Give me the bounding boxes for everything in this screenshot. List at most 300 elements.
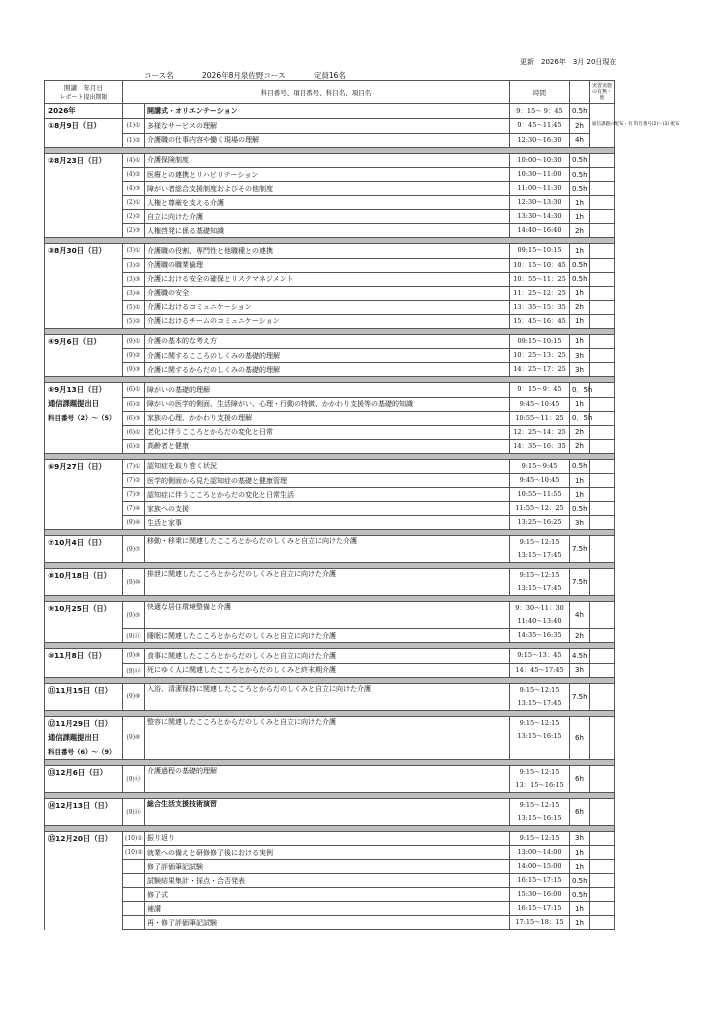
row-hours: 0.5h: [570, 272, 590, 286]
row-extra: [590, 224, 615, 238]
row-subject-name: 医療との連携とリハビリテーション: [145, 168, 510, 182]
row-subject-number: (9)①: [123, 334, 145, 349]
row-subject-number: [123, 104, 145, 119]
row-subject-name: 試験結果集計・採点・合否発表: [145, 874, 510, 888]
row-time-text: 09:15〜10:15: [517, 336, 562, 345]
row-subject-number: (6)①: [123, 383, 145, 398]
row-extra: [590, 300, 615, 314]
row-subject-name: 介護職の役割、専門性と他職種との連携: [145, 244, 510, 259]
row-date: [45, 516, 123, 530]
row-date: [45, 300, 123, 314]
row-date: [45, 874, 123, 888]
schedule-row: [45, 888, 615, 902]
row-subject-number: (7)②: [123, 474, 145, 488]
row-time-text: 9:15〜12:15: [519, 800, 560, 809]
row-time: [510, 439, 570, 453]
row-time: [510, 569, 570, 596]
schedule-row: [45, 502, 615, 516]
row-subject-number: (9)③: [123, 363, 145, 377]
row-time: [510, 349, 570, 363]
row-subject-name: 人権と尊厳を支える介護: [145, 196, 510, 210]
row-subject-name: 生活と家事: [145, 516, 510, 530]
row-hours: 0．5h: [570, 383, 590, 398]
header-date-label: 開講 年月日: [64, 84, 103, 92]
row-time: [510, 683, 570, 710]
row-subject-number: (9)④: [123, 516, 145, 530]
row-time-text: 10：15〜10：45: [513, 260, 566, 269]
row-time-text: 14:35〜16:35: [517, 631, 562, 639]
schedule-row: [45, 902, 615, 916]
row-hours: 1h: [570, 334, 590, 349]
row-time: [510, 104, 570, 119]
row-date-text: ⑤9月13日（日）: [48, 385, 106, 394]
row-extra: [590, 244, 615, 259]
row-subject-name: 入浴、清潔保持に関連したこころとからだのしくみと自立に向けた介護: [145, 683, 510, 710]
row-extra: [590, 649, 615, 664]
row-date: [45, 798, 123, 825]
row-subject-number: (10)①: [123, 831, 145, 846]
schedule-row: [45, 224, 615, 238]
row-subject-number: (4)②: [123, 168, 145, 182]
schedule-row: [45, 300, 615, 314]
row-hours: 1h: [570, 902, 590, 916]
row-extra: [590, 349, 615, 363]
row-date-text: ⑥9月27日（日）: [48, 461, 106, 471]
schedule-row: [45, 663, 615, 677]
row-subject-name: 多様なサービスの理解: [145, 119, 510, 134]
row-date-text: 通信課題提出日: [48, 399, 100, 408]
row-subject-name: 振り返り: [145, 831, 510, 846]
row-time: [510, 425, 570, 439]
row-extra: [590, 502, 615, 516]
row-time: [510, 300, 570, 314]
row-date: [45, 846, 123, 860]
row-date: [45, 397, 123, 411]
row-time: [510, 459, 570, 474]
row-time: [510, 874, 570, 888]
row-time-text: 13:00〜14:00: [517, 848, 562, 856]
row-hours: 1h: [570, 488, 590, 502]
row-time-text: 13：15〜16:15: [515, 780, 564, 789]
row-time: [510, 272, 570, 286]
row-date-text: ①8月9日（日）: [48, 121, 101, 130]
schedule-row: [45, 860, 615, 874]
row-time-text: 14:40〜16:40: [517, 226, 562, 234]
schedule-row: [45, 569, 615, 596]
row-time: [510, 244, 570, 259]
row-date-text: 通信課題提出日: [48, 732, 100, 742]
row-subject-name: 介護の基本的な考え方: [145, 334, 510, 349]
schedule-row: [45, 716, 615, 759]
row-extra: [590, 488, 615, 502]
row-subject-number: (2)②: [123, 210, 145, 224]
row-time: [510, 602, 570, 629]
row-date-text: ③8月30日（日）: [48, 246, 106, 255]
row-date-text: ⑩11月8日（日）: [48, 651, 106, 660]
schedule-row: [45, 133, 615, 147]
row-extra: [590, 536, 615, 563]
row-subject-name: 就業への備えと研修修了後における実例: [145, 846, 510, 860]
row-time: [510, 516, 570, 530]
row-time-text: 16:15〜17:15: [517, 876, 562, 884]
row-time-text: 13:15〜17:45: [517, 698, 562, 707]
row-date: [45, 133, 123, 147]
schedule-row: [45, 119, 615, 134]
row-extra: [590, 569, 615, 596]
row-subject-name: 老化に伴うこころとからだの変化と日常: [145, 425, 510, 439]
row-time-text: 9:15〜12:15: [519, 571, 560, 579]
row-time-text: 10:55〜11:55: [517, 490, 562, 498]
row-subject-number: (9)⑭: [123, 798, 145, 825]
schedule-row: [45, 349, 615, 363]
row-date: [45, 902, 123, 916]
schedule-row: [45, 286, 615, 300]
row-date: [45, 916, 123, 930]
row-hours: 0.5h: [570, 153, 590, 168]
schedule-row: [45, 683, 615, 710]
row-hours: 2h: [570, 300, 590, 314]
schedule-row: [45, 272, 615, 286]
row-extra: [590, 383, 615, 398]
row-time-text: 11：25〜12：25: [513, 288, 566, 297]
row-extra: [590, 363, 615, 377]
row-hours: 1h: [570, 314, 590, 328]
row-time: [510, 314, 570, 328]
row-subject-number: (6)②: [123, 439, 145, 453]
row-extra: 通信課題の配布・有 科目番号(2)〜(3) 配布: [590, 104, 615, 148]
row-extra: [590, 765, 615, 792]
row-date-text: ②8月23日（日）: [48, 155, 106, 165]
schedule-row: [45, 516, 615, 530]
row-date-text: ⑧10月18日（日）: [48, 571, 111, 580]
row-time-text: 10:55〜11：25: [515, 413, 564, 422]
row-subject-name: 家族の心理、かかわり支援の理解: [145, 411, 510, 425]
row-subject-number: (7)③: [123, 488, 145, 502]
row-time-text: 13:30〜14:30: [517, 212, 562, 220]
row-time-text: 11:00〜11:30: [517, 184, 562, 192]
row-date-text: 科目番号（2）〜（5）: [48, 414, 116, 422]
row-subject-name: 人権啓発に係る基礎知識: [145, 224, 510, 238]
row-hours: 0.5h: [570, 459, 590, 474]
row-time: [510, 902, 570, 916]
schedule-row: [45, 314, 615, 328]
row-subject-name: 総合生活支援技術演習: [145, 798, 510, 825]
row-time: [510, 224, 570, 238]
row-date-text: ⑫11月29日（日）: [48, 718, 113, 728]
row-time: [510, 488, 570, 502]
row-extra: [590, 663, 615, 677]
row-time: [510, 798, 570, 825]
row-time-text: 9:15〜12:15: [519, 833, 560, 842]
row-subject-name: 睡眠に関連したこころとからだのしくみと自立に向けた介護: [145, 629, 510, 643]
row-subject-name: 自立に向けた介護: [145, 210, 510, 224]
row-date: [45, 196, 123, 210]
row-subject-number: (3)③: [123, 272, 145, 286]
row-subject-name: 介護職の職業倫理: [145, 258, 510, 272]
row-time: [510, 888, 570, 902]
row-time-text: 12:30〜13:30: [517, 198, 562, 206]
row-subject-name: 修了式: [145, 888, 510, 902]
schedule-row: [45, 153, 615, 168]
schedule-row: [45, 874, 615, 888]
row-extra: [590, 916, 615, 930]
row-subject-name: 排泄に関連したこころとからだのしくみと自立に向けた介護: [145, 569, 510, 596]
row-time: [510, 716, 570, 759]
row-time-text: 9：45〜11:45: [517, 121, 562, 130]
row-date: [45, 459, 123, 474]
schedule-row: [45, 439, 615, 453]
row-extra: [590, 334, 615, 349]
row-hours: 0.5h: [570, 168, 590, 182]
row-date-text: ⑪11月15日（日）: [48, 685, 113, 695]
row-time: [510, 536, 570, 563]
row-hours: 1h: [570, 210, 590, 224]
row-hours: 1h: [570, 397, 590, 411]
header-time: 時間: [510, 81, 570, 104]
row-date: [45, 488, 123, 502]
row-hours: 2h: [570, 439, 590, 453]
row-time-text: 13:15〜16:15: [517, 731, 562, 740]
row-subject-number: (1)①: [123, 119, 145, 134]
row-subject-name: 再・修了評価筆記試験: [145, 916, 510, 930]
header-date-sub: レポート提出期限: [59, 94, 108, 101]
row-time-text: 17:15〜18：15: [515, 918, 564, 926]
row-time-text: 9:15〜13：45: [517, 651, 562, 660]
row-date: [45, 363, 123, 377]
row-date: [45, 629, 123, 643]
row-date-text: 2026年: [48, 106, 76, 115]
row-date: [45, 334, 123, 349]
row-subject-number: (5)①: [123, 300, 145, 314]
row-time-text: 10：25〜13：25: [513, 351, 566, 359]
row-date-text: ⑨10月25日（日）: [48, 604, 111, 613]
row-date: [45, 153, 123, 168]
row-date: [45, 716, 123, 759]
row-time: [510, 649, 570, 664]
row-time-text: 14：45〜17:45: [515, 665, 564, 674]
row-subject-name: 家族への支援: [145, 502, 510, 516]
row-subject-number: (3)②: [123, 258, 145, 272]
row-extra: [590, 516, 615, 530]
row-extra: [590, 798, 615, 825]
schedule-row: [45, 425, 615, 439]
row-time-text: 9：30〜11：30: [515, 604, 564, 612]
row-subject-number: (2)③: [123, 224, 145, 238]
row-date: [45, 383, 123, 398]
row-time-text: 9:15〜12:15: [519, 718, 560, 727]
schedule-row: [45, 334, 615, 349]
row-date: [45, 663, 123, 677]
row-date: [45, 831, 123, 846]
row-date-text: ⑭12月13日（日）: [48, 800, 113, 810]
row-time-text: 14：35〜16：35: [513, 441, 566, 450]
schedule-row: [45, 383, 615, 398]
row-subject-name: 介護職の仕事内容や働く現場の理解: [145, 133, 510, 147]
row-date: [45, 182, 123, 196]
row-date: [45, 411, 123, 425]
schedule-row: [45, 258, 615, 272]
row-hours: 7.5h: [570, 569, 590, 596]
row-subject-number: (6)①: [123, 425, 145, 439]
row-time: [510, 831, 570, 846]
row-time: [510, 765, 570, 792]
schedule-row: [45, 831, 615, 846]
row-time: [510, 502, 570, 516]
row-extra: [590, 629, 615, 643]
course-capacity: 定員16名: [313, 71, 346, 80]
row-hours: 1h: [570, 244, 590, 259]
schedule-row: [45, 488, 615, 502]
row-hours: 2h: [570, 224, 590, 238]
row-time: [510, 474, 570, 488]
row-time-text: 9：15〜 9：45: [516, 106, 563, 115]
row-extra: [590, 425, 615, 439]
row-date: [45, 502, 123, 516]
row-date: [45, 474, 123, 488]
row-time-text: 9:15〜12:15: [519, 685, 560, 694]
row-extra: [590, 860, 615, 874]
row-subject-number: (9)⑨: [123, 683, 145, 710]
row-subject-number: (3)④: [123, 286, 145, 300]
row-subject-name: 認知症を取り巻く状況: [145, 459, 510, 474]
row-date: [45, 244, 123, 259]
schedule-row: [45, 363, 615, 377]
row-date-text: ⑮12月20日（日）: [48, 833, 113, 843]
row-hours: 0.5h: [570, 502, 590, 516]
row-date: [45, 860, 123, 874]
row-hours: 0.5h: [570, 888, 590, 902]
row-time-text: 12：25〜14：25: [513, 427, 566, 436]
schedule-row: [45, 459, 615, 474]
row-subject-number: [123, 888, 145, 902]
row-date: [45, 425, 123, 439]
schedule-row: [45, 798, 615, 825]
row-date-text: ④9月6日（日）: [48, 336, 101, 346]
row-time-text: 11:55〜12：25: [515, 504, 564, 512]
row-extra: [590, 874, 615, 888]
row-subject-name: 死にゆく人に関連したこころとからだのしくみと終末期介護: [145, 663, 510, 677]
row-subject-number: (9)②: [123, 349, 145, 363]
row-extra: [590, 716, 615, 759]
row-time-text: 10:30〜11:00: [517, 170, 562, 178]
row-hours: 2h: [570, 629, 590, 643]
row-date: [45, 602, 123, 629]
row-hours: 0.5h: [570, 874, 590, 888]
row-subject-name: 補講: [145, 902, 510, 916]
row-hours: 3h: [570, 831, 590, 846]
row-extra: [590, 439, 615, 453]
row-time-text: 13:25〜16:25: [517, 518, 562, 526]
row-hours: 3h: [570, 349, 590, 363]
header-extra: 実習実施の有無・他: [590, 81, 615, 104]
row-time-text: 9:15〜12:15: [519, 538, 560, 546]
row-time-text: 13:15〜16:15: [517, 813, 562, 822]
row-time-text: 14:00〜15:00: [517, 862, 562, 870]
row-time-text: 9:45〜10:45: [519, 399, 560, 408]
row-time: [510, 411, 570, 425]
row-subject-name: 介護に関するこころのしくみの基礎的理解: [145, 349, 510, 363]
row-time: [510, 334, 570, 349]
row-hours: 0.5h: [570, 104, 590, 119]
row-subject-name: 快適な居住環境整備と介護: [145, 602, 510, 629]
row-extra: [590, 153, 615, 168]
row-date: [45, 168, 123, 182]
row-extra: [590, 397, 615, 411]
row-subject-number: (10)②: [123, 846, 145, 860]
row-subject-name: 整容に関連したこころとからだのしくみと自立に向けた介護: [145, 716, 510, 759]
row-subject-number: (2)①: [123, 196, 145, 210]
row-subject-number: (9)⑪: [123, 629, 145, 643]
row-subject-number: (9)⑦: [123, 536, 145, 563]
row-hours: 0.5h: [570, 258, 590, 272]
row-date: [45, 765, 123, 792]
row-extra: [590, 474, 615, 488]
row-subject-number: (9)⑥: [123, 716, 145, 759]
row-hours: 4h: [570, 602, 590, 629]
row-subject-number: (9)⑬: [123, 765, 145, 792]
schedule-row: [45, 846, 615, 860]
row-subject-number: (5)②: [123, 314, 145, 328]
row-date: [45, 888, 123, 902]
course-name: 2026年8月泉佐野コース: [202, 71, 286, 80]
row-date: [45, 258, 123, 272]
row-subject-name: 認知症に伴うこころとからだの変化と日常生活: [145, 488, 510, 502]
row-extra: [590, 258, 615, 272]
row-hours: 6h: [570, 716, 590, 759]
row-subject-number: (6)②: [123, 397, 145, 411]
header-date: [45, 81, 123, 104]
row-time-text: 9：15〜9：45: [517, 385, 562, 394]
row-date: [45, 104, 123, 119]
row-subject-name: 高齢者と健康: [145, 439, 510, 453]
row-hours: 7.5h: [570, 536, 590, 563]
row-subject-name: 食事に関連したこころとからだのしくみと自立に向けた介護: [145, 649, 510, 664]
schedule-row: [45, 536, 615, 563]
row-subject-number: (9)⑤: [123, 602, 145, 629]
row-subject-name: 移動・移乗に関連したこころとからだのしくみと自立に向けた介護: [145, 536, 510, 563]
row-time-text: 13:15〜17:45: [517, 551, 562, 559]
row-date: [45, 224, 123, 238]
schedule-row: [45, 210, 615, 224]
row-time: [510, 133, 570, 147]
row-extra: [590, 196, 615, 210]
row-subject-number: (3)①: [123, 244, 145, 259]
row-extra: [590, 286, 615, 300]
row-hours: 4.5h: [570, 649, 590, 664]
row-subject-number: (9)⑧: [123, 649, 145, 664]
row-extra: [590, 168, 615, 182]
row-date: [45, 439, 123, 453]
row-extra: [590, 888, 615, 902]
row-subject-number: (4)③: [123, 182, 145, 196]
row-time: [510, 168, 570, 182]
row-hours: 3h: [570, 516, 590, 530]
row-extra: [590, 902, 615, 916]
row-subject-name: 医学的側面から見た認知症の基礎と健康管理: [145, 474, 510, 488]
row-time: [510, 383, 570, 398]
schedule-row: [45, 765, 615, 792]
schedule-row: [45, 629, 615, 643]
row-subject-name: 障がいの医学的側面、生活障がい、心理・行動の特徴、かかわり支援等の基礎的知識: [145, 397, 510, 411]
row-subject-number: [123, 916, 145, 930]
update-date: 更新 2026年 3月 20日現在: [520, 58, 617, 66]
row-date: [45, 649, 123, 664]
row-extra: [590, 210, 615, 224]
row-hours: 3h: [570, 663, 590, 677]
row-extra: [590, 846, 615, 860]
row-date-text: ⑬12月6日（日）: [48, 767, 108, 777]
row-date: [45, 119, 123, 134]
